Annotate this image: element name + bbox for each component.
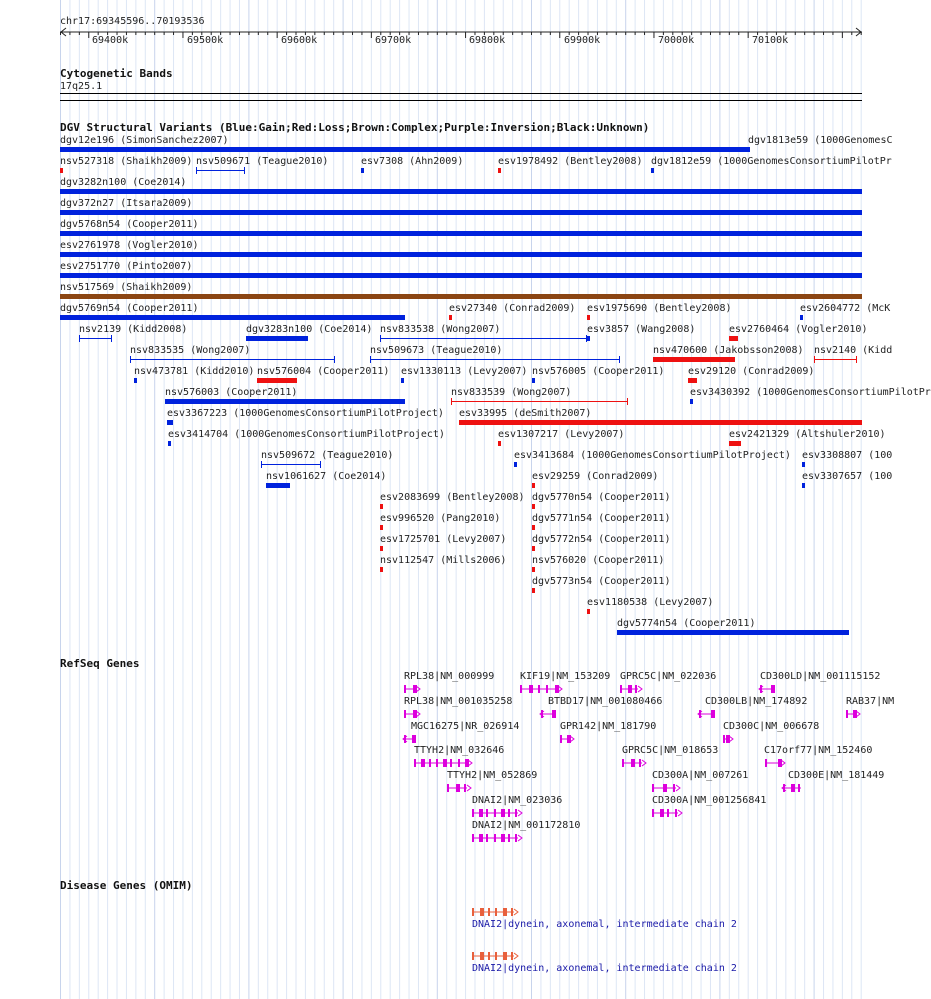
variant-tick[interactable]	[532, 483, 535, 488]
variant-span[interactable]	[451, 401, 628, 402]
gene-model[interactable]	[403, 683, 423, 695]
variant-label: nsv576004 (Cooper2011)	[257, 366, 390, 377]
variant-span-cap[interactable]	[380, 335, 381, 342]
variant-span[interactable]	[814, 359, 857, 360]
variant-label: esv1725701 (Levy2007)	[380, 534, 507, 545]
gene-model[interactable]	[413, 757, 475, 769]
variant-label: dgv3282n100 (Coe2014)	[60, 177, 187, 188]
disease-gene-label: DNAI2|dynein, axonemal, intermediate chain 2	[472, 919, 737, 930]
variant-tick[interactable]	[651, 168, 654, 173]
gene-label: GPR142|NM_181790	[560, 721, 657, 732]
gene-model[interactable]	[698, 708, 721, 720]
ruler-tick-label: 69400k	[92, 35, 129, 46]
variant-label: nsv576005 (Cooper2011)	[532, 366, 665, 377]
gene-label: CD300C|NM_006678	[723, 721, 820, 732]
variant-label: dgv5770n54 (Cooper2011)	[532, 492, 671, 503]
gene-label: CD300A|NM_001256841	[652, 795, 767, 806]
gene-model[interactable]	[446, 782, 474, 794]
variant-bar[interactable]	[60, 231, 862, 236]
variant-tick[interactable]	[134, 378, 137, 383]
variant-span-cap[interactable]	[320, 461, 321, 468]
variant-bar[interactable]	[60, 252, 862, 257]
ruler-tick-label: 69500k	[187, 35, 224, 46]
gene-model[interactable]	[519, 683, 565, 695]
variant-span-cap[interactable]	[814, 356, 815, 363]
variant-label: esv7308 (Ahn2009)	[361, 156, 464, 167]
variant-bar[interactable]	[653, 357, 735, 362]
variant-label: nsv833535 (Wong2007)	[130, 345, 251, 356]
variant-label: esv2083699 (Bentley2008)	[380, 492, 525, 503]
variant-span-cap[interactable]	[79, 335, 80, 342]
variant-span-cap[interactable]	[111, 335, 112, 342]
variant-bar[interactable]	[246, 336, 308, 341]
variant-tick[interactable]	[532, 504, 535, 509]
variant-label: nsv1061627 (Coe2014)	[266, 471, 387, 482]
variant-bar[interactable]	[60, 147, 750, 152]
variant-label: nsv2140 (Kidd	[814, 345, 893, 356]
variant-span[interactable]	[130, 359, 335, 360]
variant-tick[interactable]	[361, 168, 364, 173]
disease-gene-model[interactable]	[471, 950, 521, 962]
variant-span-cap[interactable]	[196, 167, 197, 174]
variant-label: esv29120 (Conrad2009)	[688, 366, 815, 377]
gene-label: KIF19|NM_153209	[520, 671, 611, 682]
disease-gene-model[interactable]	[471, 906, 521, 918]
gene-model[interactable]	[619, 683, 645, 695]
variant-bar[interactable]	[688, 378, 697, 383]
variant-span-cap[interactable]	[451, 398, 452, 405]
variant-label: esv1975690 (Bentley2008)	[587, 303, 732, 314]
gene-model[interactable]	[845, 708, 863, 720]
gene-model[interactable]	[764, 757, 788, 769]
gene-model[interactable]	[540, 708, 562, 720]
variant-bar[interactable]	[165, 399, 405, 404]
variant-label: esv3430392 (1000GenomesConsortiumPilotPr	[690, 387, 931, 398]
variant-label: esv1307217 (Levy2007)	[498, 429, 625, 440]
variant-label: dgv12e196 (SimonSanchez2007)	[60, 135, 229, 146]
variant-span-cap[interactable]	[627, 398, 628, 405]
variant-label: nsv473781 (Kidd2010)	[134, 366, 255, 377]
ruler-tick-label: 69800k	[469, 35, 506, 46]
variant-tick[interactable]	[380, 567, 383, 572]
variant-label: dgv5768n54 (Cooper2011)	[60, 219, 199, 230]
variant-bar[interactable]	[60, 294, 862, 299]
gene-model[interactable]	[403, 708, 423, 720]
variant-tick[interactable]	[514, 462, 517, 467]
variant-tick[interactable]	[380, 525, 383, 530]
variant-tick[interactable]	[690, 399, 693, 404]
variant-bar[interactable]	[459, 420, 862, 425]
variant-tick[interactable]	[532, 546, 535, 551]
variant-bar[interactable]	[729, 336, 738, 341]
gene-model[interactable]	[403, 733, 422, 745]
variant-bar[interactable]	[617, 630, 849, 635]
variant-label: nsv517569 (Shaikh2009)	[60, 282, 193, 293]
variant-label: esv29259 (Conrad2009)	[532, 471, 659, 482]
ruler-tick-label: 70100k	[752, 35, 789, 46]
variant-tick[interactable]	[168, 441, 171, 446]
gene-label: DNAI2|NM_023036	[472, 795, 563, 806]
variant-label: esv2751770 (Pinto2007)	[60, 261, 193, 272]
variant-tick[interactable]	[532, 525, 535, 530]
gene-model[interactable]	[782, 782, 808, 794]
variant-label: esv1330113 (Levy2007)	[401, 366, 528, 377]
gene-label: CD300E|NM_181449	[788, 770, 885, 781]
gene-model[interactable]	[621, 757, 649, 769]
gene-label: TTYH2|NM_032646	[414, 745, 505, 756]
gene-label: C17orf77|NM_152460	[764, 745, 873, 756]
gene-model[interactable]	[471, 807, 525, 819]
variant-span-cap[interactable]	[261, 461, 262, 468]
variant-tick[interactable]	[380, 546, 383, 551]
variant-span[interactable]	[370, 359, 620, 360]
variant-tick[interactable]	[498, 168, 501, 173]
cytoband-label: 17q25.1	[60, 81, 103, 92]
variant-tick[interactable]	[380, 504, 383, 509]
variant-label: dgv5771n54 (Cooper2011)	[532, 513, 671, 524]
variant-label: nsv833539 (Wong2007)	[451, 387, 572, 398]
gene-label: CD300LB|NM_174892	[705, 696, 808, 707]
variant-bar[interactable]	[60, 189, 862, 194]
gene-model[interactable]	[651, 782, 683, 794]
variant-label: esv3307657 (100	[802, 471, 893, 482]
gene-model[interactable]	[651, 807, 685, 819]
variant-span-cap[interactable]	[244, 167, 245, 174]
variant-label: esv3414704 (1000GenomesConsortiumPilotProject)	[168, 429, 445, 440]
variant-label: nsv112547 (Mills2006)	[380, 555, 507, 566]
variant-bar[interactable]	[167, 420, 173, 425]
gene-label: RAB37|NM	[846, 696, 895, 707]
variant-span[interactable]	[79, 338, 112, 339]
variant-label: nsv527318 (Shaikh2009)	[60, 156, 193, 167]
variant-label: esv1978492 (Bentley2008)	[498, 156, 643, 167]
variant-label: esv3413684 (1000GenomesConsortiumPilotProject)	[514, 450, 791, 461]
gene-label: CD300A|NM_007261	[652, 770, 749, 781]
variant-label: dgv5773n54 (Cooper2011)	[532, 576, 671, 587]
variant-label: esv2760464 (Vogler2010)	[729, 324, 868, 335]
variant-label: nsv2139 (Kidd2008)	[79, 324, 188, 335]
ruler-tick-label: 69700k	[375, 35, 412, 46]
variant-label: esv2421329 (Altshuler2010)	[729, 429, 886, 440]
region-coordinates: chr17:69345596..70193536	[60, 16, 205, 27]
variant-bar[interactable]	[60, 210, 862, 215]
variant-label: esv33995 (deSmith2007)	[459, 408, 592, 419]
gene-label: BTBD17|NM_001080466	[548, 696, 663, 707]
ruler-tick-label: 69600k	[281, 35, 318, 46]
variant-span[interactable]	[261, 464, 321, 465]
variant-span-cap[interactable]	[130, 356, 131, 363]
variant-tick[interactable]	[587, 315, 590, 320]
variant-span-cap[interactable]	[619, 356, 620, 363]
variant-label: esv1180538 (Levy2007)	[587, 597, 714, 608]
variant-tick[interactable]	[60, 168, 63, 173]
gene-label: MGC16275|NR_026914	[411, 721, 520, 732]
variant-label: nsv833538 (Wong2007)	[380, 324, 501, 335]
variant-label: dgv1812e59 (1000GenomesConsortiumPilotPr	[651, 156, 892, 167]
variant-bar[interactable]	[729, 441, 741, 446]
ruler-tick-label: 70000k	[658, 35, 695, 46]
variant-label: nsv509673 (Teague2010)	[370, 345, 503, 356]
variant-label: nsv576020 (Cooper2011)	[532, 555, 665, 566]
variant-label: dgv5774n54 (Cooper2011)	[617, 618, 756, 629]
variant-label: dgv372n27 (Itsara2009)	[60, 198, 193, 209]
variant-tick[interactable]	[532, 567, 535, 572]
gene-label: DNAI2|NM_001172810	[472, 820, 581, 831]
variant-label: nsv576003 (Cooper2011)	[165, 387, 298, 398]
disease-gene-label: DNAI2|dynein, axonemal, intermediate chain 2	[472, 963, 737, 974]
variant-label: esv3308807 (100	[802, 450, 893, 461]
variant-tick[interactable]	[587, 609, 590, 614]
dgv-track-title: DGV Structural Variants (Blue:Gain;Red:Loss;Brown:Complex;Purple:Inversion;Black:Unknown)	[60, 121, 650, 134]
variant-span-cap[interactable]	[334, 356, 335, 363]
gene-label: RPL38|NM_000999	[404, 671, 495, 682]
variant-label: esv27340 (Conrad2009)	[449, 303, 576, 314]
variant-label: esv996520 (Pang2010)	[380, 513, 501, 524]
omim-track-title: Disease Genes (OMIM)	[60, 879, 193, 892]
variant-label: dgv3283n100 (Coe2014)	[246, 324, 373, 335]
variant-span[interactable]	[380, 338, 587, 339]
gene-model[interactable]	[471, 832, 525, 844]
variant-label: dgv5772n54 (Cooper2011)	[532, 534, 671, 545]
variant-bar[interactable]	[60, 273, 862, 278]
variant-bar[interactable]	[257, 378, 297, 383]
variant-tick[interactable]	[802, 483, 805, 488]
ruler-tick-label: 69900k	[564, 35, 601, 46]
variant-tick[interactable]	[498, 441, 501, 446]
gene-label: RPL38|NM_001035258	[404, 696, 513, 707]
gene-label: GPRC5C|NM_018653	[622, 745, 719, 756]
variant-tick[interactable]	[401, 378, 404, 383]
variant-bar[interactable]	[60, 315, 405, 320]
gene-label: TTYH2|NM_052869	[447, 770, 538, 781]
variant-label: dgv1813e59 (1000GenomesC	[748, 135, 893, 146]
variant-label: esv3857 (Wang2008)	[587, 324, 696, 335]
refseq-track-title: RefSeq Genes	[60, 657, 140, 670]
variant-label: nsv509672 (Teague2010)	[261, 450, 394, 461]
variant-tick[interactable]	[800, 315, 803, 320]
variant-tick[interactable]	[802, 462, 805, 467]
variant-label: esv2604772 (McK	[800, 303, 891, 314]
gene-label: GPRC5C|NM_022036	[620, 671, 717, 682]
variant-span-cap[interactable]	[370, 356, 371, 363]
variant-tick[interactable]	[532, 588, 535, 593]
variant-label: nsv470600 (Jakobsson2008)	[653, 345, 804, 356]
variant-span-cap[interactable]	[856, 356, 857, 363]
variant-tick[interactable]	[587, 336, 590, 341]
variant-span[interactable]	[196, 170, 245, 171]
gene-model[interactable]	[559, 733, 577, 745]
gene-label: CD300LD|NM_001115152	[760, 671, 881, 682]
variant-label: esv2761978 (Vogler2010)	[60, 240, 199, 251]
variant-tick[interactable]	[449, 315, 452, 320]
gene-model[interactable]	[759, 683, 781, 695]
variant-bar[interactable]	[266, 483, 290, 488]
gene-model[interactable]	[722, 733, 736, 745]
variant-label: esv3367223 (1000GenomesConsortiumPilotProject)	[167, 408, 444, 419]
variant-label: dgv5769n54 (Cooper2011)	[60, 303, 199, 314]
variant-tick[interactable]	[532, 378, 535, 383]
cytoband-track-title: Cytogenetic Bands	[60, 67, 173, 80]
variant-label: nsv509671 (Teague2010)	[196, 156, 329, 167]
